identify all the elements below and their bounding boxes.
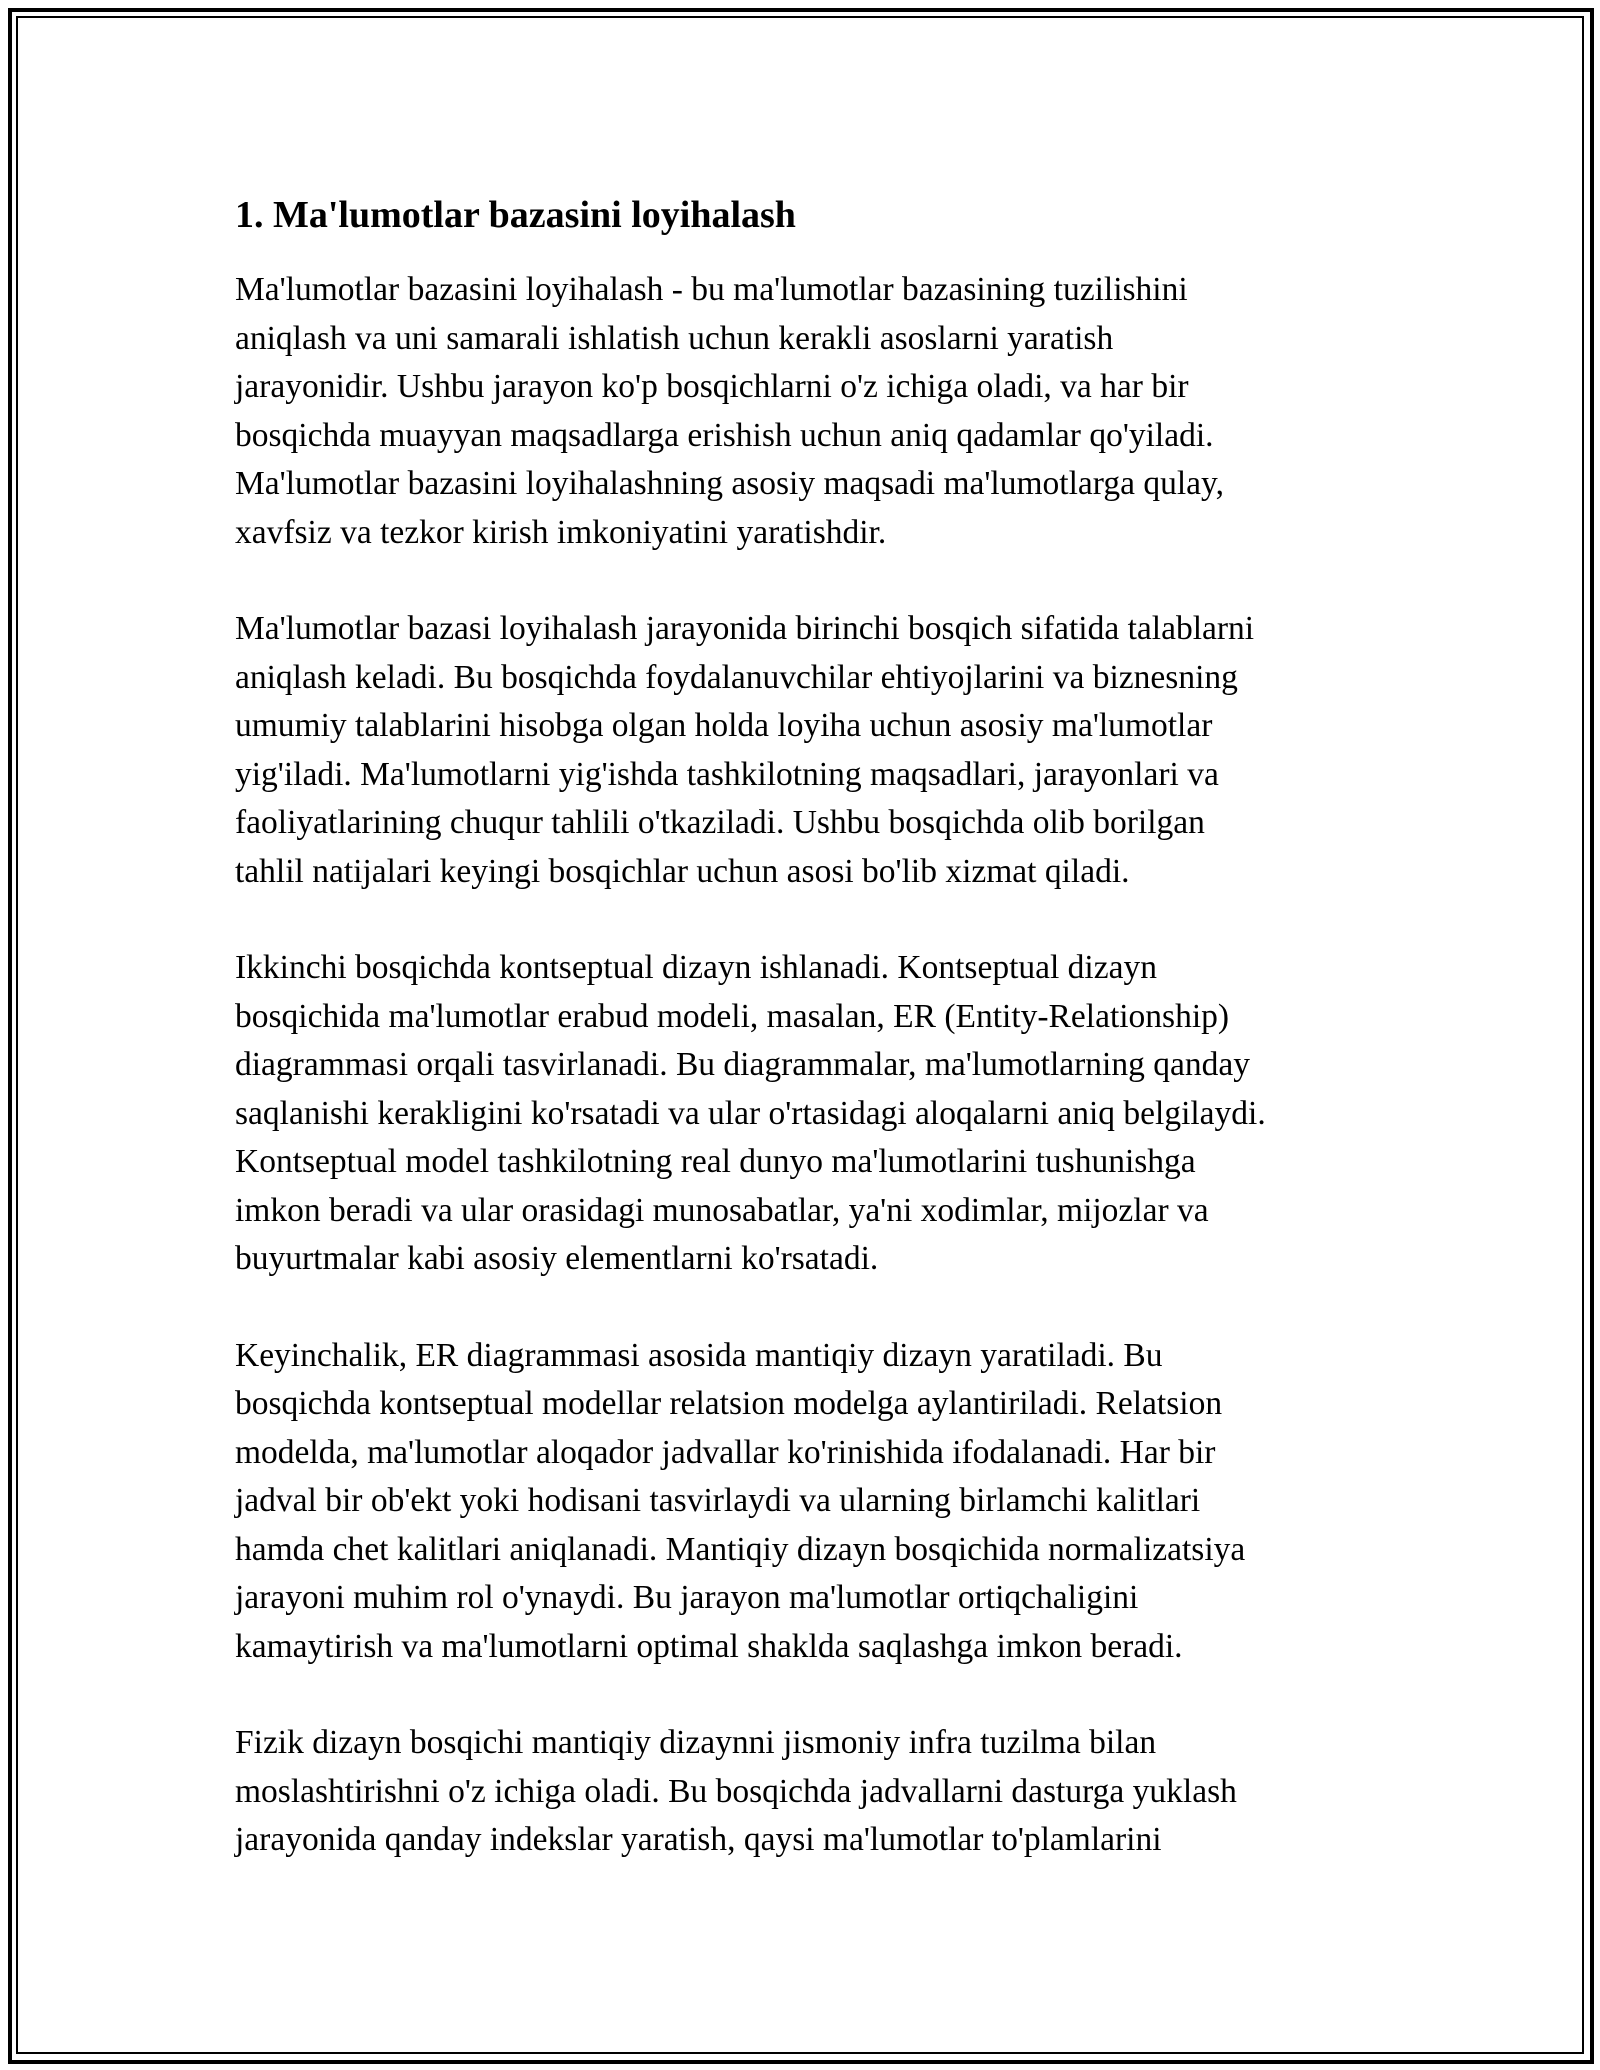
paragraph-3: Ikkinchi bosqichda kontseptual dizayn ishlanadi. Kontseptual dizayn bosqichida ma'lumotlar erabud modeli, masalan, ER (Entity-Relationship) diagrammasi orqali tasvirlanadi. Bu diagrammalar, ma'lumotlarning qanday saqlanishi kerakligini ko'rsatadi va ular o'rtasidagi aloqalarni aniq belgilaydi. Kontseptual model tashkilotning real dunyo ma'lumotlarini tushunishga imkon beradi va ular orasidagi munosabatlar, ya'ni xodimlar, mijozlar va buyurtmalar kabi asosiy elementlarni ko'rsatadi. (235, 949, 1266, 1277)
paragraph-4: Keyinchalik, ER diagrammasi asosida mantiqiy dizayn yaratiladi. Bu bosqichda kontseptual modellar relatsion modelga aylantiriladi. Relatsion modelda, ma'lumotlar aloqador jadvallar ko'rinishida ifodalanadi. Har bir jadval bir ob'ekt yoki hodisani tasvirlaydi va ularning birlamchi kalitlari hamda chet kalitlari aniqlanadi. Mantiqiy dizayn bosqichida normalizatsiya jarayoni muhim rol o'ynaydi. Bu jarayon ma'lumotlar ortiqchaligini kamaytirish va ma'lumotlarni optimal shaklda saqlashga imkon beradi. (235, 1336, 1246, 1665)
document-body (235, 184, 1385, 1913)
paragraph-5: Fizik dizayn bosqichi mantiqiy dizaynni jismoniy infra tuzilma bilan moslashtirishni o'z ichiga oladi. Bu bosqichda jadvallarni dasturga yuklash jarayonida qanday indekslar yaratish, qaysi ma'lumotlar to'plamlarini (235, 1724, 1237, 1858)
paragraph-2: Ma'lumotlar bazasi loyihalash jarayonida birinchi bosqich sifatida talablarni aniqlash keladi. Bu bosqichda foydalanuvchilar ehtiyojlarini va biznesning umumiy talablarini hisobga olgan holda loyiha uchun asosiy ma'lumotlar yig'iladi. Ma'lumotlarni yig'ishda tashkilotning maqsadlari, jarayonlari va faoliyatlarining chuqur tahlili o'tkaziladi. Ushbu bosqichda olib borilgan tahlil natijalari keyingi bosqichlar uchun asosi bo'lib xizmat qiladi. (235, 610, 1255, 890)
paragraph-1: Ma'lumotlar bazasini loyihalash - bu ma'lumotlar bazasining tuzilishini aniqlash va uni samarali ishlatish uchun kerakli asoslarni yaratish jarayonidir. Ushbu jarayon ko'p bosqichlarni o'z ichiga oladi, va har bir bosqichda muayyan maqsadlarga erishish uchun aniq qadamlar qo'yiladi. Ma'lumotlar bazasini loyihalashning asosiy maqsadi ma'lumotlarga qulay, xavfsiz va tezkor kirish imkoniyatini yaratishdir. (235, 271, 1224, 551)
document-heading: 1. Ma'lumotlar bazasini loyihalash (235, 194, 796, 236)
